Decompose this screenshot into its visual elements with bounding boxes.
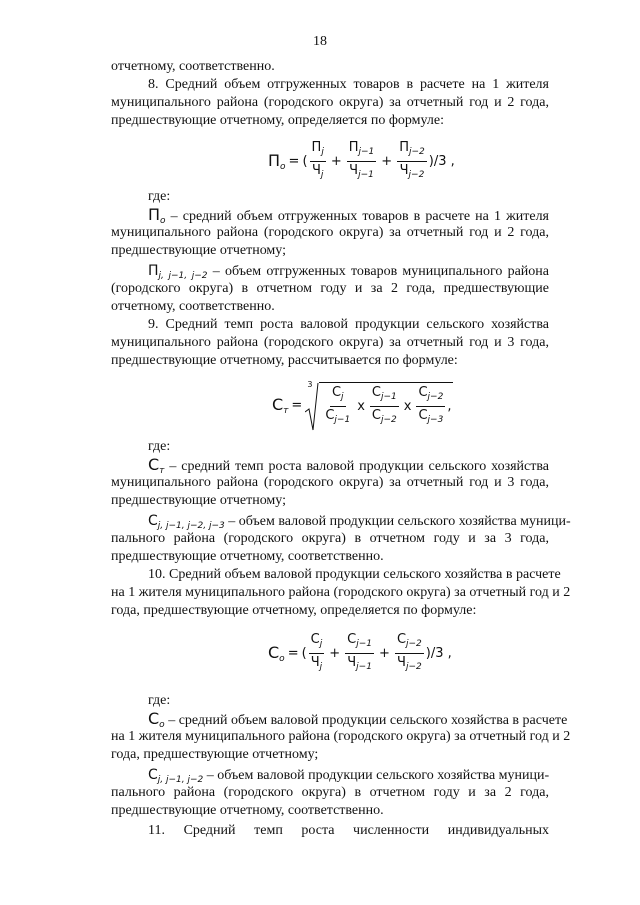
symbol-P-list: $П_{j, j-1, j-2}$ — [148, 263, 208, 281]
definition-line: $С_о$ – средний объем валовой продукции сельского хозяйства в расчете — [148, 709, 568, 730]
paren: ( — [302, 154, 308, 169]
symbol-C-t: $С_т$ — [148, 455, 165, 476]
text-line: года, предшествующие отчетному, определяется по формуле: — [111, 603, 477, 618]
definition-line: $С_{j, j-1, j-2, j-3}$ – объем валовой продукции сельского хозяйства муници- — [148, 513, 571, 531]
text-line: предшествующие отчетному, соответственно. — [111, 549, 384, 564]
cube-root — [305, 382, 453, 428]
equals-sign: = — [291, 397, 303, 413]
fraction: $\frac{С_{j-2}}{С_{j-3}}$ — [418, 385, 444, 425]
fraction: $\frac{П_j}{Ч_j}$ — [311, 140, 324, 180]
fraction: $\frac{П_{j-1}}{Ч_{j-1}}$ — [348, 140, 375, 180]
plus-sign: + — [379, 646, 390, 661]
equals-sign: = — [288, 154, 300, 169]
formula-lhs: $С_о$ — [268, 643, 285, 664]
comma: , — [447, 399, 452, 414]
formula-agri-per-capita — [268, 632, 452, 675]
section-11-heading: 11. Средний темп роста численности индивидуальных — [148, 823, 549, 838]
text-line: муниципального района (городского округа) за отчетный год и 2 года, — [111, 95, 549, 110]
text-line: муниципального района (городского округа) за отчетный год и 3 года, — [111, 475, 549, 490]
text-line: пального района (городского округа) в отчетном году и за 2 года, — [111, 785, 549, 800]
formula-growth-rate — [272, 382, 453, 428]
where-label: где: — [148, 439, 171, 454]
text-line: муниципального района (городского округа) за отчетный год и 3 года, — [111, 335, 549, 350]
text-line: предшествующие отчетному; — [111, 243, 286, 258]
fraction: $\frac{С_j}{С_{j-1}}$ — [325, 385, 351, 425]
text-line: муниципального района (городского округа) за отчетный год и 2 года, — [111, 225, 549, 240]
definition-line: $С_{j, j-1, j-2}$ – объем валовой продукции сельского хозяйства муници- — [148, 767, 550, 785]
where-label: где: — [148, 693, 171, 708]
symbol-C-o: $С_о$ — [148, 709, 165, 730]
section-10-heading: 10. Средний объем валовой продукции сельского хозяйства в расчете — [148, 567, 561, 582]
definition-line: $П_о$ – средний объем отгруженных товаров в расчете на 1 жителя — [148, 205, 550, 226]
fraction: $\frac{С_{j-1}}{Ч_{j-1}}$ — [347, 632, 373, 672]
text-line: (городского округа) в отчетном году и за 2 года, предшествующие — [111, 281, 549, 296]
symbol-P-o: $П_о$ — [148, 205, 166, 226]
formula-tail: )/3 , — [428, 154, 455, 169]
radical-sign-icon — [305, 382, 319, 428]
formula-shipped-goods — [268, 140, 455, 183]
formula-lhs: $П_о$ — [268, 151, 286, 172]
page-number: 18 — [313, 34, 327, 49]
text-line: предшествующие отчетному, рассчитывается по формуле: — [111, 353, 458, 368]
plus-sign: + — [381, 154, 393, 169]
text-line: предшествующие отчетному, определяется по формуле: — [111, 113, 445, 128]
text-line: пального района (городского округа) в отчетном году и за 3 года, — [111, 531, 549, 546]
root-index: 3 — [307, 380, 313, 389]
symbol-C-list: $С_{j, j-1, j-2, j-3}$ — [148, 513, 225, 531]
plus-sign: + — [330, 154, 342, 169]
symbol-C-list: $С_{j, j-1, j-2}$ — [148, 767, 204, 785]
section-8-heading: 8. Средний объем отгруженных товаров в расчете на 1 жителя — [148, 77, 549, 92]
definition-line: $П_{j, j-1, j-2}$ – объем отгруженных товаров муниципального района — [148, 263, 550, 281]
plus-sign: + — [329, 646, 341, 661]
fraction: $\frac{С_j}{Ч_j}$ — [310, 632, 323, 672]
text-line: на 1 жителя муниципального района (городского округа) за отчетный год и 2 — [111, 585, 571, 600]
text-line: года, предшествующие отчетному; — [111, 747, 319, 762]
section-9-heading: 9. Средний темп роста валовой продукции сельского хозяйства — [148, 317, 549, 332]
fraction: $\frac{С_{j-1}}{С_{j-2}}$ — [371, 385, 397, 425]
formula-lhs: $С_т$ — [272, 394, 289, 416]
definition-line: $С_т$ – средний темп роста валовой продукции сельского хозяйства — [148, 455, 550, 476]
text-line: отчетному, соответственно. — [111, 299, 275, 314]
fraction: $\frac{С_{j-2}}{Ч_{j-2}}$ — [396, 632, 422, 672]
where-label: где: — [148, 189, 171, 204]
fraction: $\frac{П_{j-2}}{Ч_{j-2}}$ — [399, 140, 425, 180]
paren: ( — [301, 646, 307, 661]
text-line: отчетному, соответственно. — [111, 59, 275, 74]
equals-sign: = — [287, 646, 299, 661]
times-sign: x — [357, 399, 365, 414]
text-line: на 1 жителя муниципального района (городского округа) за отчетный год и 2 — [111, 729, 571, 744]
times-sign: x — [403, 399, 412, 414]
formula-tail: )/3 , — [425, 646, 452, 661]
text-line: предшествующие отчетному; — [111, 493, 286, 508]
text-line: предшествующие отчетному, соответственно. — [111, 803, 384, 818]
